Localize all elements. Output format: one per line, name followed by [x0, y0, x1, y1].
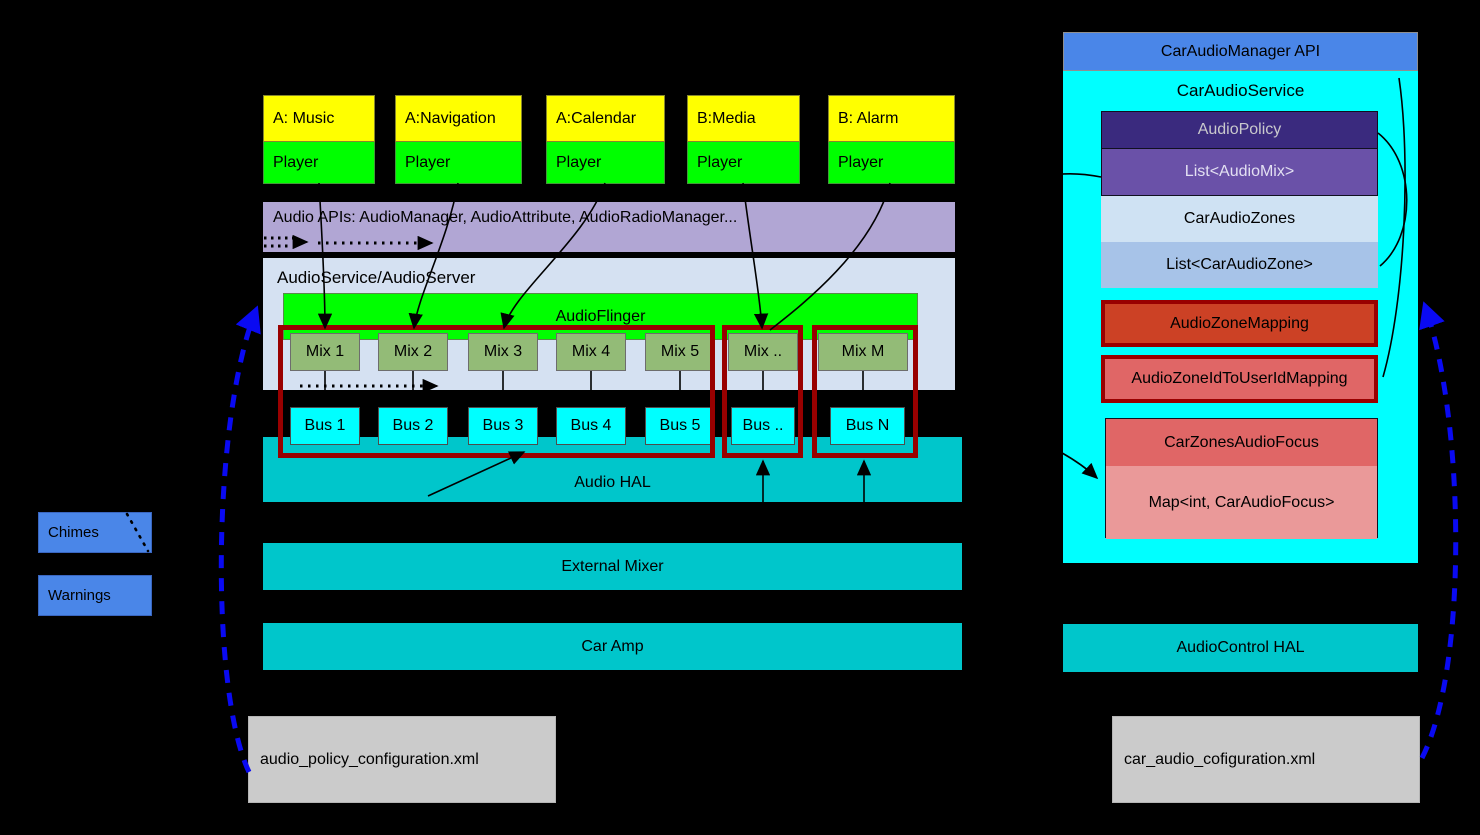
- bus-box-3: Bus 3: [468, 407, 538, 445]
- mix-box-dots: Mix ..: [728, 333, 798, 371]
- audio-service-label: AudioService/AudioServer: [277, 268, 476, 287]
- mix-box-5: Mix 5: [645, 333, 715, 371]
- app-box-a-calendar: [546, 95, 665, 184]
- app-name-label: A:Navigation: [395, 95, 522, 142]
- mix-box-1: Mix 1: [290, 333, 360, 371]
- app-name-label: A:Calendar: [546, 95, 665, 142]
- list-audiomix-row: List<AudioMix>: [1101, 149, 1378, 196]
- bus-box-4: Bus 4: [556, 407, 626, 445]
- audioflinger-bar: AudioFlinger: [283, 293, 918, 340]
- audio-zone-mapping-row: AudioZoneMapping: [1101, 300, 1378, 347]
- app-name-label: A: Music: [263, 95, 375, 142]
- zone-outline-n: [812, 325, 918, 458]
- bus-box-n: Bus N: [830, 407, 905, 445]
- bus-box-dots: Bus ..: [731, 407, 795, 445]
- audio-policy-config-file: audio_policy_configuration.xml: [248, 716, 556, 803]
- mix-box-m: Mix M: [818, 333, 908, 371]
- audiocontrol-hal-bar: AudioControl HAL: [1063, 624, 1418, 672]
- warnings-box: Warnings: [38, 575, 152, 616]
- zone-outline-dots: [722, 325, 803, 458]
- player-box: Player: [687, 142, 800, 184]
- player-box: Player: [395, 142, 522, 184]
- player-box: Player: [828, 142, 955, 184]
- audio-policy-row: AudioPolicy: [1101, 111, 1378, 149]
- bus-box-1: Bus 1: [290, 407, 360, 445]
- car-audio-manager-api-header: CarAudioManager API: [1063, 32, 1418, 71]
- car-audio-zones-row: CarAudioZones: [1101, 196, 1378, 242]
- car-zones-audio-focus-label: CarZonesAudioFocus: [1106, 419, 1377, 466]
- car-amp-bar: Car Amp: [263, 623, 962, 670]
- audio-hal-label: Audio HAL: [574, 473, 651, 491]
- audio-zone-id-to-user-id-mapping-row: AudioZoneIdToUserIdMapping: [1101, 355, 1378, 403]
- mix-box-2: Mix 2: [378, 333, 448, 371]
- mix-box-3: Mix 3: [468, 333, 538, 371]
- bus-box-2: Bus 2: [378, 407, 448, 445]
- player-box: Player: [546, 142, 665, 184]
- car-zones-audio-focus-box: [1105, 418, 1378, 538]
- mix-box-4: Mix 4: [556, 333, 626, 371]
- app-box-b-alarm: [828, 95, 955, 184]
- app-name-label: B: Alarm: [828, 95, 955, 142]
- app-box-a-music: [263, 95, 375, 184]
- zone-outline-primary: [278, 325, 715, 458]
- bus-box-5: Bus 5: [645, 407, 715, 445]
- app-name-label: B:Media: [687, 95, 800, 142]
- chimes-box: Chimes: [38, 512, 152, 553]
- car-audio-config-file: car_audio_cofiguration.xml: [1112, 716, 1420, 803]
- app-box-b-media: [687, 95, 800, 184]
- player-box: Player: [263, 142, 375, 184]
- list-caraudiozone-row: List<CarAudioZone>: [1101, 242, 1378, 288]
- car-audio-service-label: CarAudioService: [1176, 81, 1305, 100]
- app-box-a-navigation: [395, 95, 522, 184]
- external-mixer-bar: External Mixer: [263, 543, 962, 590]
- map-car-audio-focus-label: Map<int, CarAudioFocus>: [1106, 466, 1377, 539]
- audio-apis-bar: Audio APIs: AudioManager, AudioAttribute, AudioRadioManager...: [263, 202, 955, 252]
